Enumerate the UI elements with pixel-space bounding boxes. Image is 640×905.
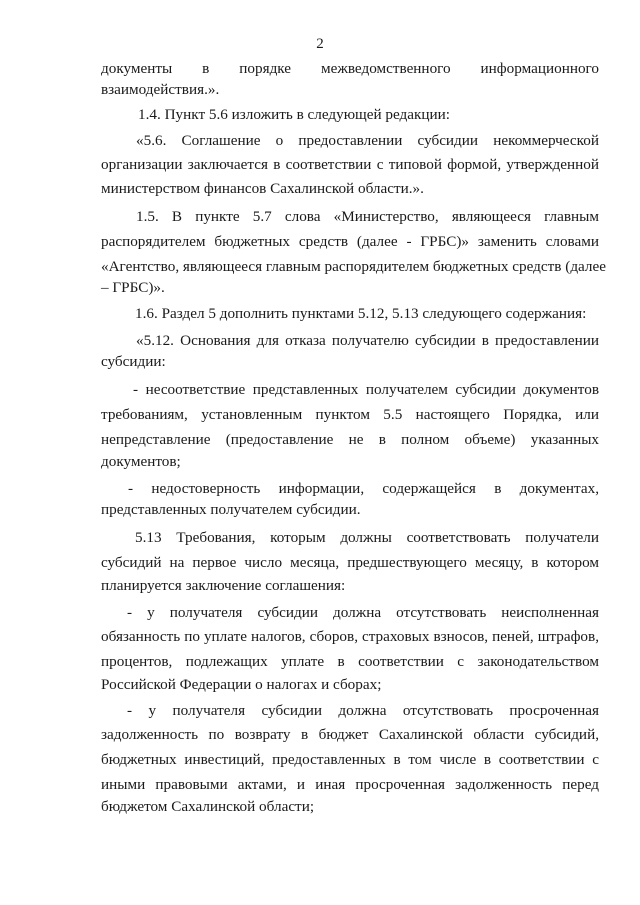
text-line: документы в порядке межведомственного информационного: [101, 60, 599, 77]
text-line: бюджетом Сахалинской области;: [101, 798, 315, 815]
text-line: – ГРБС)».: [101, 279, 165, 296]
text-line: 1.5. В пункте 5.7 слова «Министерство, являющееся главным: [136, 208, 599, 225]
text-line: непредставление (предоставление не в полном объеме) указанных: [101, 431, 599, 448]
text-line: субсидий на первое число месяца, предшествующего месяцу, в котором: [101, 554, 599, 571]
text-line: требованиям, установленным пунктом 5.5 настоящего Порядка, или: [101, 406, 599, 423]
text-line: распорядителем бюджетных средств (далее - ГРБС)» заменить словами: [101, 233, 599, 250]
text-line: Российской Федерации о налогах и сборах;: [101, 676, 382, 693]
text-line: субсидии:: [101, 353, 166, 370]
text-line: представленных получателем субсидии.: [101, 501, 361, 518]
text-line: «5.12. Основания для отказа получателю субсидии в предоставлении: [136, 332, 599, 349]
text-line: - недостоверность информации, содержащейся в документах,: [128, 480, 599, 497]
text-line: бюджетных инвестиций, предоставленных в том числе в соответствии с: [101, 751, 599, 768]
text-line: процентов, подлежащих уплате в соответствии с законодательством: [101, 653, 599, 670]
text-line: обязанность по уплате налогов, сборов, страховых взносов, пеней, штрафов,: [101, 628, 599, 645]
text-line: 1.4. Пункт 5.6 изложить в следующей редакции:: [138, 106, 451, 123]
text-line: задолженность по возврату в бюджет Сахалинской области субсидий,: [101, 726, 599, 743]
text-line: документов;: [101, 453, 181, 470]
text-line: - у получателя субсидии должна отсутствовать неисполненная: [127, 604, 599, 621]
text-line: взаимодействия.».: [101, 81, 220, 98]
text-line: организации заключается в соответствии с типовой формой, утвержденной: [101, 156, 599, 173]
text-line: 1.6. Раздел 5 дополнить пунктами 5.12, 5.13 следующего содержания:: [135, 305, 587, 322]
text-line: «5.6. Соглашение о предоставлении субсидии некоммерческой: [136, 132, 599, 149]
text-line: - несоответствие представленных получателем субсидии документов: [133, 381, 599, 398]
text-line: планируется заключение соглашения:: [101, 577, 346, 594]
text-line: 5.13 Требования, которым должны соответствовать получатели: [135, 529, 599, 546]
page-number: 2: [316, 36, 324, 52]
text-line: «Агентство, являющееся главным распорядителем бюджетных средств (далее: [101, 258, 606, 275]
text-line: иными правовыми актами, и иная просроченная задолженность перед: [101, 776, 599, 793]
text-line: министерством финансов Сахалинской области.».: [101, 180, 424, 197]
text-line: - у получателя субсидии должна отсутствовать просроченная: [127, 702, 599, 719]
